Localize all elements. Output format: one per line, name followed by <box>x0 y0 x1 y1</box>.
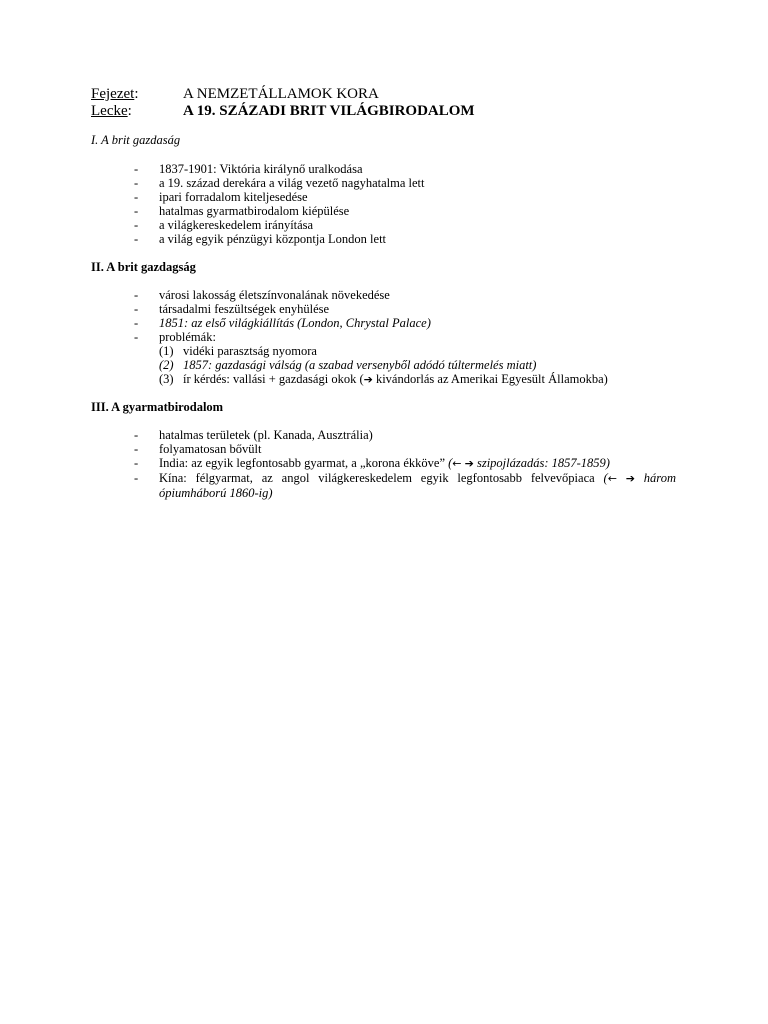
section-1-heading: I. A brit gazdaság <box>91 133 181 147</box>
chapter-title: A NEMZETÁLLAMOK KORA <box>183 86 379 102</box>
kina-line-2: ópiumháború 1860-ig) <box>159 486 273 500</box>
numbered-sub-item: (1) vidéki parasztság nyomora <box>159 344 317 358</box>
list-item: - ipari forradalom kiteljesedése <box>134 190 308 204</box>
list-item: - folyamatosan bővült <box>134 442 262 456</box>
arrow-right-icon: ➔ <box>464 457 474 470</box>
lesson-title: A 19. SZÁZADI BRIT VILÁGBIRODALOM <box>183 103 475 119</box>
list-item: - városi lakosság életszínvonalának növekedése <box>134 288 390 302</box>
list-item: - problémák: <box>134 330 216 344</box>
section-2-heading-block <box>91 260 196 274</box>
chapter-label: Fejezet: <box>91 86 139 102</box>
list-item-india: - India: az egyik legfontosabb gyarmat, a „korona ékköve” (← ➔ szipojlázadás: 1857-1859) <box>134 456 610 470</box>
document-header <box>91 86 475 120</box>
arrow-right-icon: ➔ <box>363 373 373 386</box>
list-item: - a 19. század derekára a világ vezető nagyhatalma lett <box>134 176 425 190</box>
section-3-list <box>134 428 676 500</box>
numbered-sub-item: (2) 1857: gazdasági válság (a szabad versenyből adódó túltermelés miatt) <box>159 358 537 372</box>
section-2-list <box>134 288 676 387</box>
list-item: - 1851: az első világkiállítás (London, Chrystal Palace) <box>134 316 431 330</box>
section-1-list <box>134 162 676 246</box>
list-item-kina: - Kína: félgyarmat, az angol világkereskedelem egyik legfontosabb felvevőpiaca (← ➔ három ópiumháború 1860-ig) <box>134 471 676 500</box>
lesson-label: Lecke: <box>91 103 132 119</box>
chapter-row <box>91 86 475 103</box>
section-3-heading-block <box>91 400 223 414</box>
list-item: - a világkereskedelem irányítása <box>134 218 314 232</box>
list-item: - társadalmi feszültségek enyhülése <box>134 302 330 316</box>
arrow-right-icon: ➔ <box>625 472 635 485</box>
list-item: - a világ egyik pénzügyi központja London lett <box>134 232 387 246</box>
list-item: - hatalmas területek (pl. Kanada, Ausztrália) <box>134 428 373 442</box>
lesson-row <box>91 103 475 120</box>
section-2-heading: II. A brit gazdagság <box>91 260 196 274</box>
kina-line-1: Kína: félgyarmat, az angol világkereskedelem egyik legfontosabb felvevőpiaca (← ➔ három <box>159 471 676 485</box>
section-3-heading: III. A gyarmatbirodalom <box>91 400 224 414</box>
numbered-sub-item: (3) ír kérdés: vallási + gazdasági okok (➔ kivándorlás az Amerikai Egyesült Államokba) <box>159 372 608 386</box>
list-item: - hatalmas gyarmatbirodalom kiépülése <box>134 204 350 218</box>
section-1-heading-block <box>91 133 180 147</box>
list-item: - 1837-1901: Viktória királynő uralkodása <box>134 162 363 176</box>
arrow-left-icon: ← <box>452 457 462 470</box>
arrow-left-icon: ← <box>607 472 617 485</box>
